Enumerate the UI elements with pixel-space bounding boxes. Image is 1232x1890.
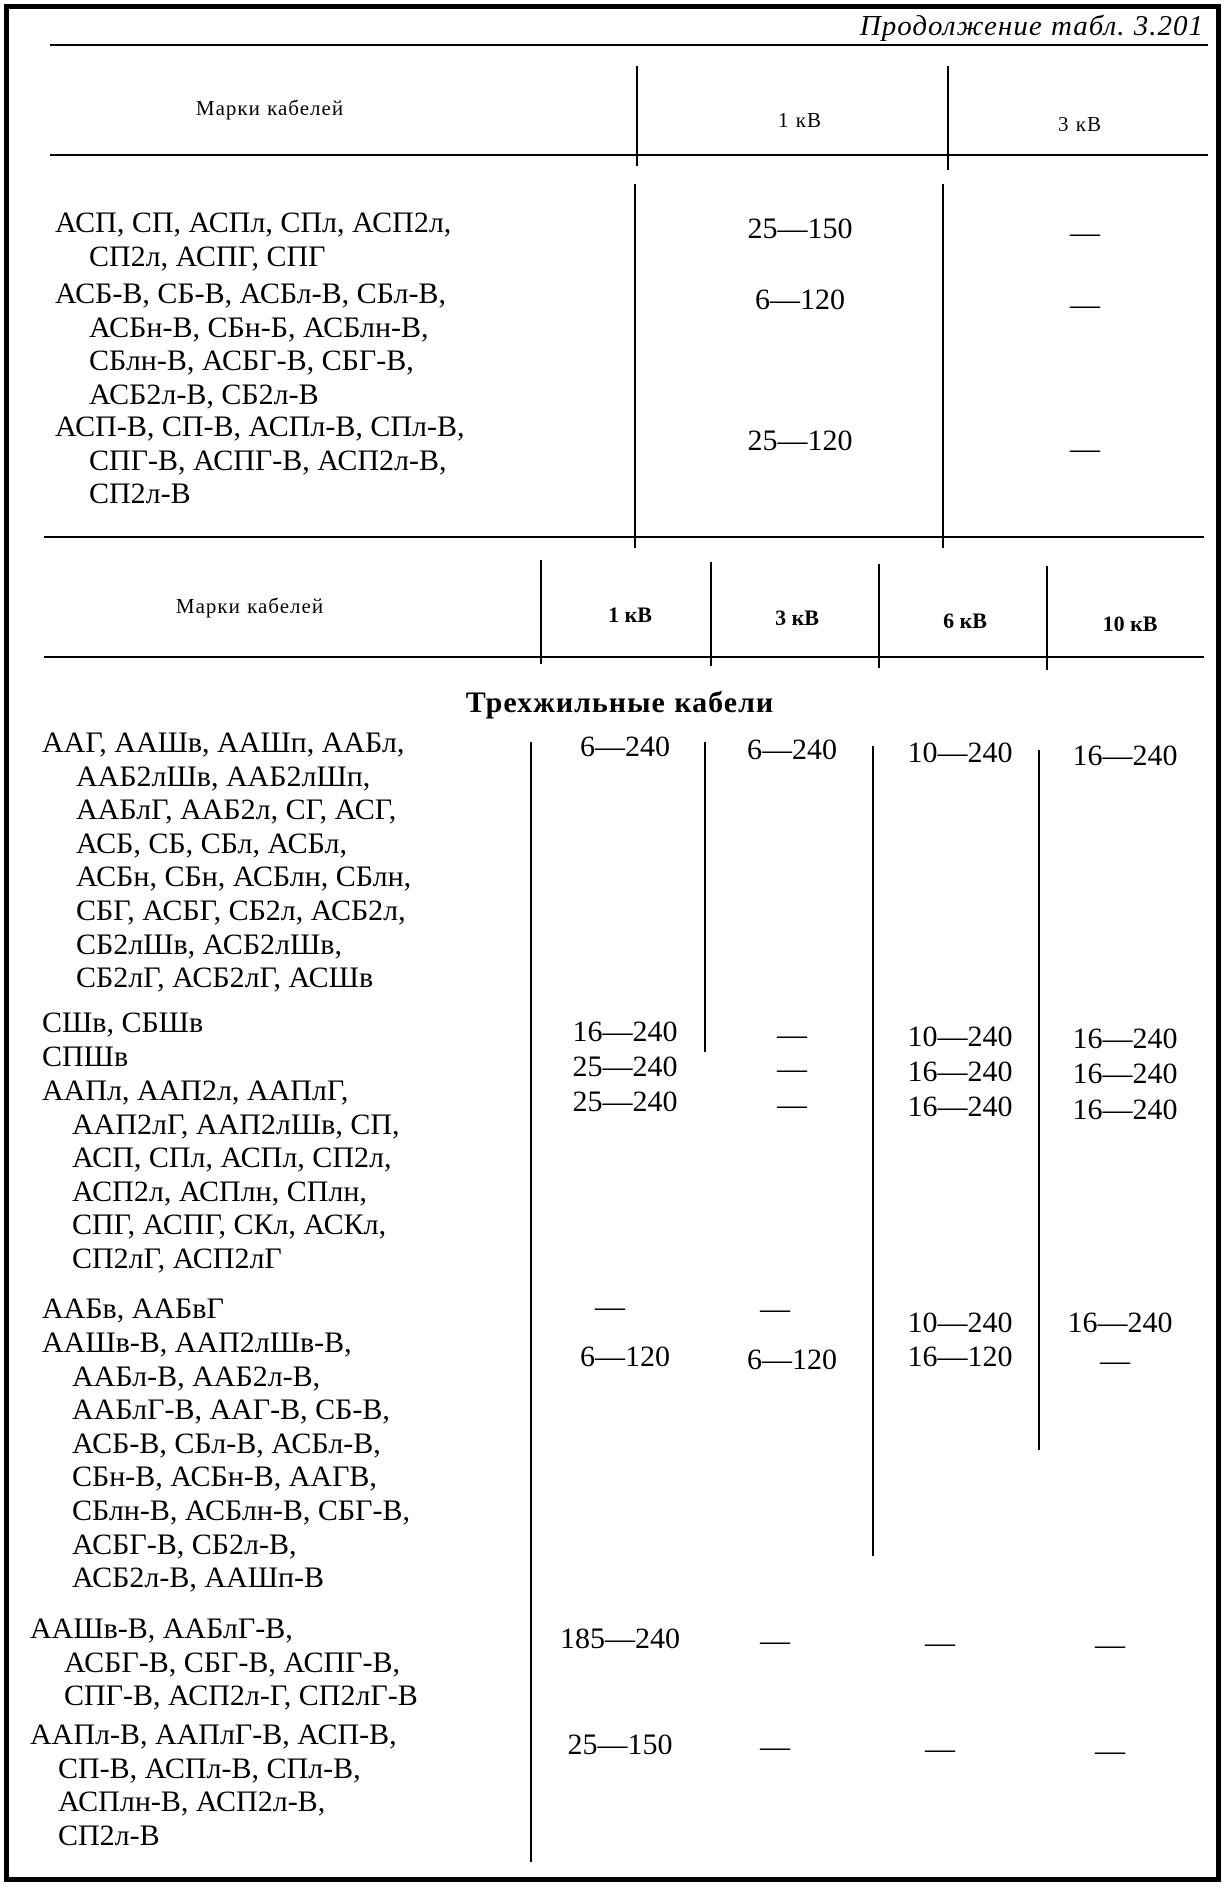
lower-row-5-6kv: 10—240: [907, 1306, 1013, 1339]
lower-header-divider-4: [1046, 566, 1048, 670]
brand-line: АСП, СПл, АСПл, СП2л,: [72, 1141, 392, 1175]
lower-row-6-3kv: 6—120: [747, 1343, 837, 1376]
lower-header-3kv: 3 кВ: [775, 605, 819, 630]
lower-row-3-10kv: 16—240: [1072, 1057, 1178, 1090]
brand-line: ААБл-В, ААБ2л-В,: [72, 1359, 321, 1393]
lower-header-10kv: 10 кВ: [1102, 611, 1158, 636]
upper-row-1-1kv: 25—150: [747, 212, 853, 245]
lower-row-3-3kv: —: [777, 1052, 807, 1085]
upper-header-1kv: 1 кВ: [778, 108, 822, 132]
lower-row-5-3kv: —: [760, 1292, 790, 1325]
lower-body-divider-2: [704, 742, 706, 1052]
brand-line: СПГ, АСПГ, СКл, АСКл,: [72, 1208, 387, 1242]
lower-row-4-brands: [42, 1074, 400, 1276]
brand-line: АСБ2л-В, СБ2л-В: [89, 377, 319, 411]
upper-body-divider-1: [634, 184, 636, 548]
lower-row-7-10kv: —: [1095, 1628, 1125, 1661]
brand-line: СП2л, АСПГ, СПГ: [89, 239, 326, 273]
brand-line: ААГ, ААШв, ААШп, ААБл,: [42, 726, 405, 759]
brand-line: СПШв: [42, 1040, 129, 1073]
lower-row-7-1kv: 185—240: [560, 1622, 680, 1655]
lower-row-2-1kv: 16—240: [572, 1015, 678, 1048]
brand-line: ААПл-В, ААПлГ-В, АСП-В,: [30, 1718, 397, 1751]
brand-line: АСБн, СБн, АСБлн, СБлн,: [76, 860, 412, 894]
lower-row-3-6kv: 16—240: [907, 1055, 1013, 1088]
brand-line: ААБ2лШв, ААБ2лШп,: [76, 759, 371, 793]
brand-line: АСБн-В, СБн-Б, АСБлн-В,: [89, 310, 429, 344]
lower-row-7-6kv: —: [925, 1626, 955, 1659]
upper-top-rule: [50, 44, 1208, 46]
brand-line: АСБ-В, СБл-В, АСБл-В,: [72, 1426, 381, 1460]
lower-body-divider-1: [530, 742, 532, 1862]
lower-row-8-6kv: —: [925, 1732, 955, 1765]
brand-line: АСПлн-В, АСП2л-В,: [58, 1785, 326, 1819]
brand-line: АСБ-В, СБ-В, АСБл-В, СБл-В,: [55, 277, 446, 310]
upper-header-rule: [50, 154, 1208, 156]
brand-line: АСП2л, АСПлн, СПлн,: [72, 1174, 367, 1208]
lower-row-4-1kv: 25—240: [572, 1085, 678, 1118]
lower-row-2-brands: [42, 1006, 203, 1040]
lower-row-1-3kv: 6—240: [747, 733, 837, 766]
upper-row-2-1kv: 6—120: [755, 283, 845, 316]
upper-row-1-3kv: —: [1070, 216, 1100, 249]
lower-row-7-brands: [30, 1612, 418, 1713]
lower-row-5-10kv: 16—240: [1067, 1306, 1173, 1339]
brand-line: СБГ, АСБГ, СБ2л, АСБ2л,: [76, 893, 406, 927]
brand-line: ААБлГ-В, ААГ-В, СБ-В,: [72, 1393, 390, 1427]
section-title: Трехжильные кабели: [465, 686, 775, 719]
lower-row-6-10kv: —: [1100, 1344, 1130, 1377]
brand-line: СБн-В, АСБн-В, ААГВ,: [72, 1460, 377, 1494]
lower-row-3-1kv: 25—240: [572, 1050, 678, 1083]
lower-row-5-1kv: —: [595, 1290, 625, 1323]
lower-row-2-10kv: 16—240: [1072, 1022, 1178, 1055]
brand-line: АСБГ-В, СБ2л-В,: [72, 1527, 297, 1561]
lower-row-4-6kv: 16—240: [907, 1090, 1013, 1123]
brand-line: ААП2лГ, ААП2лШв, СП,: [72, 1107, 400, 1141]
lower-row-8-10kv: —: [1095, 1734, 1125, 1767]
lower-header-divider-3: [878, 564, 880, 668]
lower-row-1-6kv: 10—240: [907, 736, 1013, 769]
brand-line: СБлн-В, АСБГ-В, СБГ-В,: [89, 344, 414, 378]
upper-body-divider-2: [942, 184, 944, 548]
upper-row-1-brands: [55, 206, 451, 273]
brand-line: АСБ2л-В, ААШп-В: [72, 1561, 325, 1595]
brand-line: СБ2лШв, АСБ2лШв,: [76, 927, 342, 961]
lower-top-rule: [44, 536, 1204, 538]
upper-row-3-1kv: 25—120: [747, 424, 853, 457]
lower-row-2-6kv: 10—240: [907, 1020, 1013, 1053]
brand-line: АСП-В, СП-В, АСПл-В, СПл-В,: [55, 410, 465, 443]
lower-row-3-brands: [42, 1040, 128, 1074]
upper-row-2-brands: [55, 277, 446, 411]
lower-row-7-3kv: —: [760, 1624, 790, 1657]
lower-header-1kv: 1 кВ: [608, 602, 652, 627]
brand-line: АСП, СП, АСПл, СПл, АСП2л,: [55, 206, 452, 239]
brand-line: СП2л-В: [89, 477, 191, 511]
brand-line: СПГ-В, АСПГ-В, АСП2л-В,: [89, 443, 447, 477]
brand-line: СП-В, АСПл-В, СПл-В,: [58, 1751, 361, 1785]
brand-line: ААПл, ААП2л, ААПлГ,: [42, 1074, 349, 1107]
lower-row-1-10kv: 16—240: [1072, 739, 1178, 772]
brand-line: ААБлГ, ААБ2л, СГ, АСГ,: [76, 793, 397, 827]
lower-row-5-brands: [42, 1292, 224, 1326]
lower-row-6-6kv: 16—120: [907, 1340, 1013, 1373]
brand-line: СП2л-В: [58, 1818, 160, 1852]
brand-line: ААШв-В, ААП2лШв-В,: [42, 1326, 352, 1359]
lower-header-divider-1: [540, 560, 542, 664]
lower-header-6kv: 6 кВ: [943, 608, 987, 633]
upper-row-3-3kv: —: [1070, 432, 1100, 465]
lower-row-4-10kv: 16—240: [1072, 1093, 1178, 1126]
upper-header-divider-1: [636, 66, 638, 166]
lower-row-4-3kv: —: [777, 1088, 807, 1121]
brand-line: СШв, СБШв: [42, 1006, 204, 1039]
lower-row-2-3kv: —: [777, 1018, 807, 1051]
lower-row-8-1kv: 25—150: [567, 1728, 673, 1761]
brand-line: АСБГ-В, СБГ-В, АСПГ-В,: [64, 1645, 401, 1679]
lower-row-1-brands: [42, 726, 411, 995]
lower-header-brand: Марки кабелей: [175, 594, 325, 618]
lower-header-rule: [44, 656, 1204, 658]
lower-row-6-brands: [42, 1326, 410, 1595]
brand-line: ААШв-В, ААБлГ-В,: [30, 1612, 293, 1645]
lower-body-divider-3: [872, 746, 874, 1556]
upper-header-brand: Марки кабелей: [195, 96, 345, 120]
table-caption: Продолжение табл. 3.201: [859, 10, 1204, 42]
brand-line: СП2лГ, АСП2лГ: [72, 1241, 282, 1275]
brand-line: СБ2лГ, АСБ2лГ, АСШв: [76, 961, 374, 995]
lower-row-8-3kv: —: [760, 1730, 790, 1763]
upper-row-2-3kv: —: [1070, 288, 1100, 321]
lower-row-8-brands: [30, 1718, 397, 1852]
brand-line: СБлн-В, АСБлн-В, СБГ-В,: [72, 1493, 410, 1527]
upper-header-3kv: 3 кВ: [1058, 112, 1102, 136]
brand-line: СПГ-В, АСП2л-Г, СП2лГ-В: [64, 1679, 418, 1713]
brand-line: АСБ, СБ, СБл, АСБл,: [76, 826, 347, 860]
lower-row-1-1kv: 6—240: [580, 730, 670, 763]
lower-header-divider-2: [710, 562, 712, 666]
upper-row-3-brands: [55, 410, 464, 511]
lower-row-6-1kv: 6—120: [580, 1340, 670, 1373]
brand-line: ААБв, ААБвГ: [42, 1292, 224, 1325]
